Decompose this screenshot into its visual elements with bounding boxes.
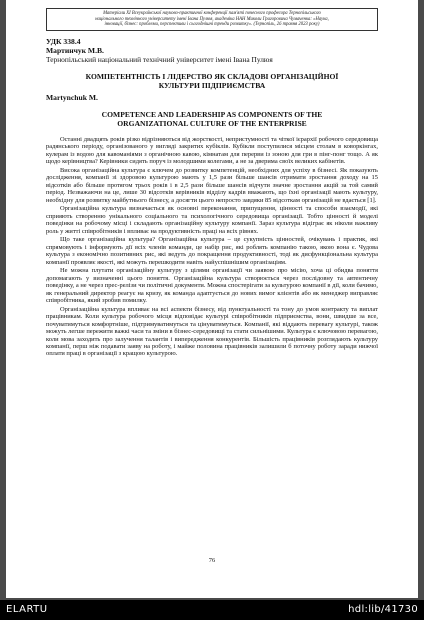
repository-footer [0,600,424,620]
conference-header [46,8,378,31]
article-body [46,136,378,358]
udk-code: УДК 338.4 [46,36,81,46]
author-ua: Мартинчук М.В. [46,45,104,55]
page-number: 76 [208,557,216,564]
paragraph: Організаційна культура впливає на всі аспекти бізнесу, від пунктуальності та тону до умов контракту та виплат працівникам. Коли культура робочого місця відповідає культурі співробітників підприємства, вони, швидше за все, почуватимуться комфортніше, підтримуватимуться та цінуватимуться. Компанії, які віддають перевагу культурі, також можуть легше пережити важкі часи та зміни в бізнес-середовищі та стати сильнішими. Культура є ключовою перевагою, коли мова заходить про залучення талантів і випередження конкурентів. Більшість працівників розглядають культуру компанії, перш ніж подавати заяву на роботу, і майже половина працівників залишили б поточну роботу заради нижчої оплати праці в організації з кращою культурою. [46,305,378,358]
header-line: Матеріали XI Всеукраїнської науково-практичної конференції пам'яті почесного професора Тернопільського [103,11,321,16]
header-line: національного технічного університету імені Івана Пулюя, академіка НАН Миколи Григоровича Чумаченка: «Наука, [95,16,329,22]
paragraph: Висока організаційна культура є ключем до розвитку компетенцій, необхідних для успіху в бізнесі. Як показують дослідження, компанії зі здоровою культурою мають у 1,5 рази більше шансів отримати зростання доходу на 15 відсотків або більше протягом трьох років і в 2,5 рази більше шансів відчути значне зростання акцій за той самий період. Незважаючи на це, лише 30 відсотків керівників відділу кадрів вважають, що їхні організації мають культуру, необхідну для розвитку майбутнього бізнесу, а досягти цього непросто завдяки 85 відсоткам організацій не вдається [1]. [46,166,378,204]
title-ua: КОМПЕТЕНТНІСТЬ І ЛІДЕРСТВО ЯК СКЛАДОВІ ОРГАНІЗАЦІЙНОЇ КУЛЬТУРИ ПІДПРИЄМСТВА [85,71,339,90]
document-page [6,0,418,598]
paragraph: Останні двадцять років різко відрізняються від жорсткості, непристумності та чіткої ієрархії робочого середовища радянського періоду, організованого у вигляді закритих кубіклів. Кубікли поступилися місцем столам в коворкінгах, кулерам із водою для кавоманіями з органічною кавою, кімнатам для перерви із зоною для гри в пінг-понг тощо. А як щодо керівництва? Керівники сидять поруч із молодшими колегами, а не за дверима своїх великих кабінетів. [46,135,378,166]
paragraph: Організаційна культура визначається як основні переконання, припущення, цінності та способи взаємодії, які сприяють створенню унікального соціального та психологічного середовища організації. Тобто цінності й моделі поведінки на робочому місці і складають організаційну культуру компанії. Зараз культура відіграє як ніколи важливу роль у житті співробітників і впливає на продуктивність праці на всіх рівнях. [46,205,378,235]
header-line: інновації, бізнес: проблеми, перспективи і сьогоднішні тренди розвитку». (Тернопіль, 26 травня 2023 року) [104,22,320,28]
title-en: COMPETENCE AND LEADERSHIP AS COMPONENTS OF THE ORGANIZATIONAL CULTURE OF THE ENTERPRISE [101,109,323,128]
paragraph: Не можна плутати організаційну культуру з цілями організації чи заявою про місію, хоча ці обидва поняття допомагають у визначенні цього поняття. Організаційна культура створюється через послідовну та автентичну поведінку, а не через прес-релізи чи політичні документи. Можна спостерігати за культурою компанії в дії, коли бачимо, як генеральний директор реагує на кризу, як команда адаптується до нових вимог клієнтів або як менеджер виправляє співробітника, який зробив помилку. [46,267,378,305]
author-en: Martynchuk M. [46,92,98,102]
paragraph: Що таке організаційна культура? Організаційна культура – це сукупність цінностей, очікувань і практик, які спрямовують і інформують дії всіх членів команди, це набір рис, які роблять компанію такою, якою вона є. Чудова культура з економічно позитивних рис, які ведуть до покращення продуктивності, тоді як дисфункціональна культура компанії проявляє якості, які можуть перешкодити навіть найуспішнішим організаціям. [46,236,378,266]
affiliation: Тернопільський національний технічний університет імені Івана Пулюя [46,54,273,64]
repository-name[interactable]: ELARTU [6,604,48,615]
handle-link[interactable]: hdl:lib/41730 [348,604,418,615]
